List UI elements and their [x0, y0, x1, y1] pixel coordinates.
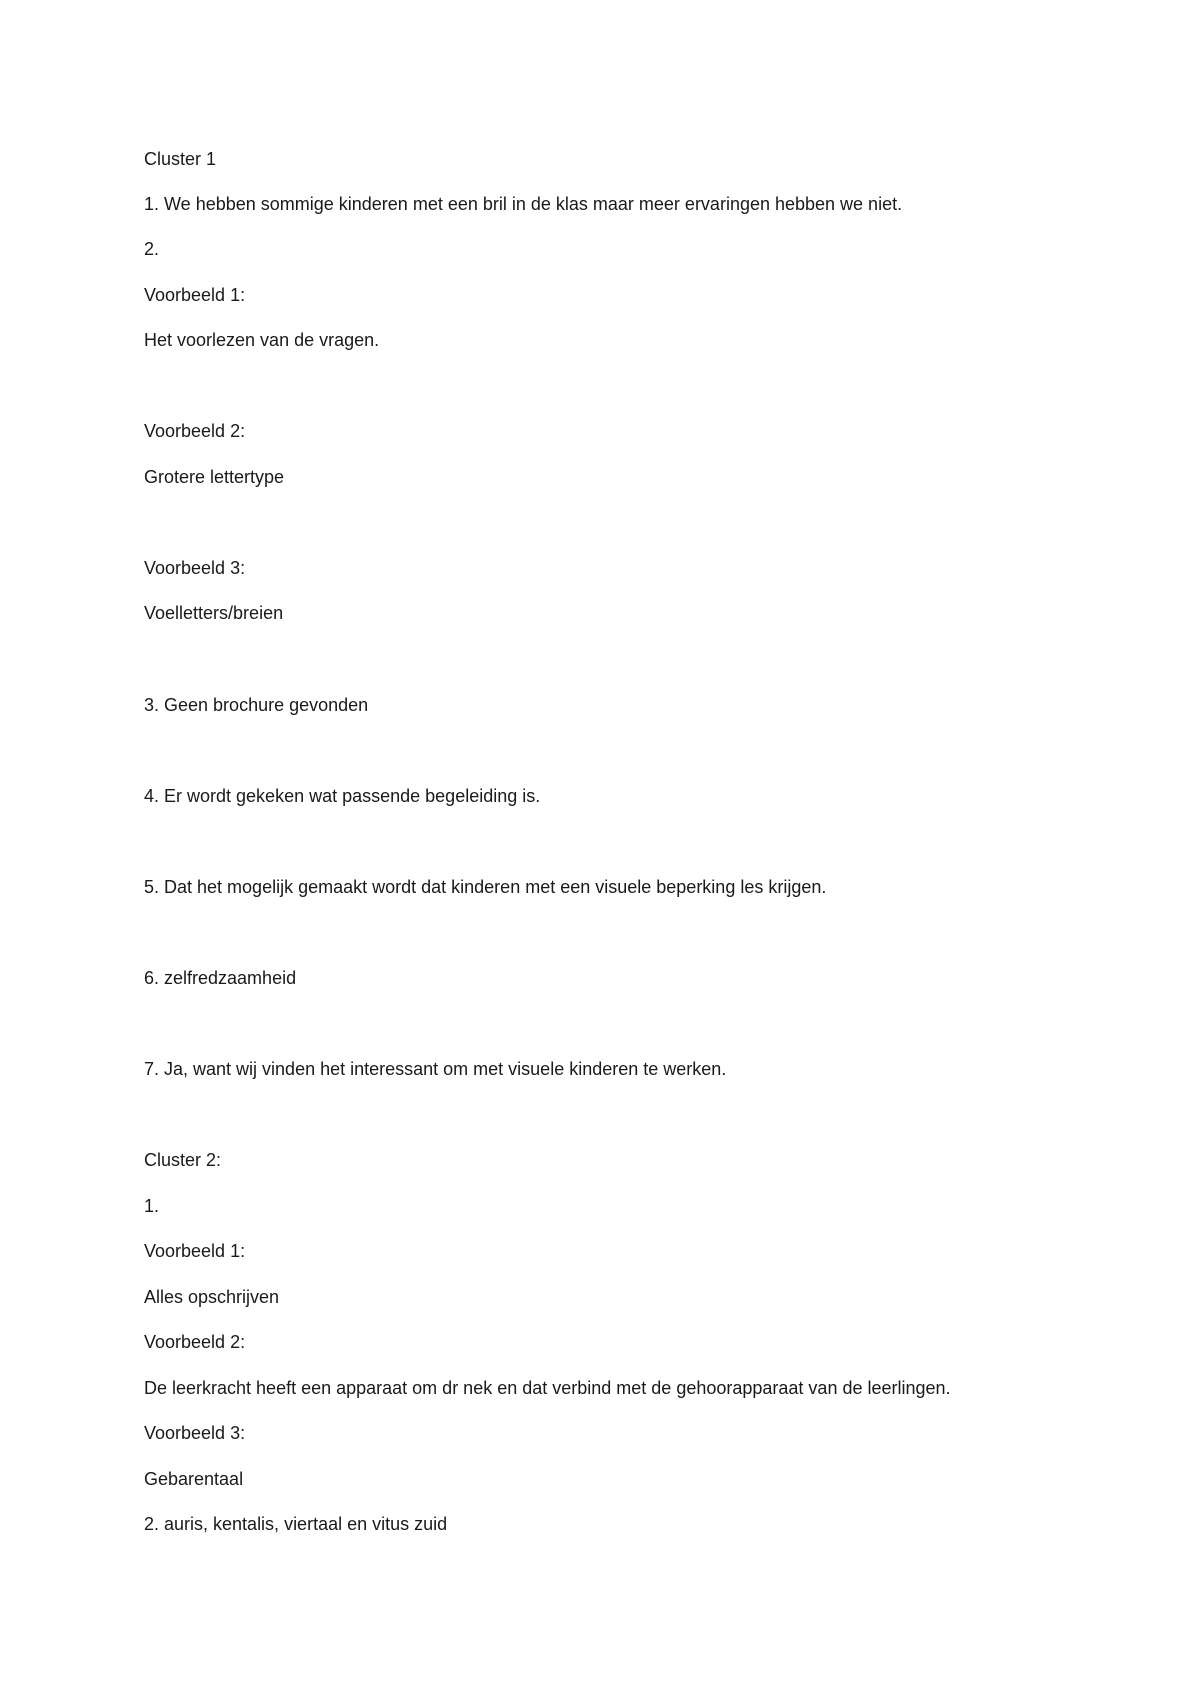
answer-3: 3. Geen brochure gevonden [144, 695, 369, 715]
cluster-2-example-2-label: Voorbeeld 2: [144, 1332, 246, 1352]
answer-7: 7. Ja, want wij vinden het interessant om met visuele kinderen te werken. [144, 1059, 727, 1079]
answer-1: 1. We hebben sommige kinderen met een bril in de klas maar meer ervaringen hebben we niet. [144, 194, 903, 214]
cluster-2-example-1-text: Alles opschrijven [144, 1287, 280, 1307]
cluster-2-answer-2: 2. auris, kentalis, viertaal en vitus zuid [144, 1514, 448, 1534]
example-3-text: Voelletters/breien [144, 603, 284, 623]
example-1-text: Het voorlezen van de vragen. [144, 330, 380, 350]
answer-6: 6. zelfredzaamheid [144, 968, 297, 988]
cluster-2-answer-1-label: 1. [144, 1196, 160, 1216]
example-2-label: Voorbeeld 2: [144, 421, 246, 441]
heading-cluster-1: Cluster 1 [144, 149, 217, 169]
heading-cluster-2: Cluster 2: [144, 1150, 222, 1170]
cluster-2-example-3-text: Gebarentaal [144, 1469, 244, 1489]
answer-5: 5. Dat het mogelijk gemaakt wordt dat kinderen met een visuele beperking les krijgen. [144, 877, 827, 897]
answer-2-label: 2. [144, 239, 160, 259]
example-3-label: Voorbeeld 3: [144, 558, 246, 578]
answer-4: 4. Er wordt gekeken wat passende begeleiding is. [144, 786, 541, 806]
example-1-label: Voorbeeld 1: [144, 285, 246, 305]
cluster-2-example-2-text: De leerkracht heeft een apparaat om dr nek en dat verbind met de gehoorapparaat van de leerlingen. [144, 1378, 951, 1398]
cluster-2-example-3-label: Voorbeeld 3: [144, 1423, 246, 1443]
example-2-text: Grotere lettertype [144, 467, 285, 487]
cluster-2-example-1-label: Voorbeeld 1: [144, 1241, 246, 1261]
